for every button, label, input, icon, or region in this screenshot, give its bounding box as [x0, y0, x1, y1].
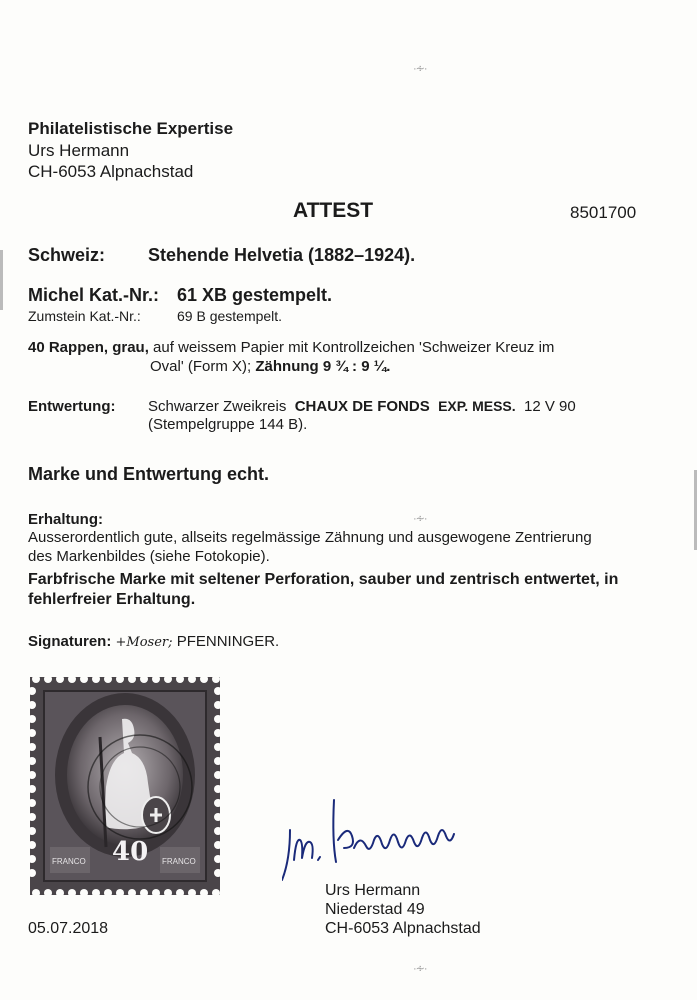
- country-label: Schweiz:: [28, 245, 106, 265]
- signer-city: CH-6053 Alpnachstad: [325, 920, 481, 937]
- condition-bold-1: Farbfrische Marke mit seltener Perforation, sauber und zentrisch entwertet, in: [28, 571, 619, 588]
- signatures-line: [28, 633, 279, 650]
- stamp-photocopy: [30, 677, 220, 895]
- stamp-value: 40: [112, 837, 149, 867]
- cancellation-date: 12 V 90: [523, 398, 576, 415]
- decorative-mark: ·∻·: [413, 63, 427, 75]
- zumstein-value: 69 B gestempelt.: [177, 308, 283, 324]
- michel-value: 61 XB gestempelt.: [177, 285, 333, 305]
- issuer-title: Philatelistische Expertise: [28, 119, 234, 138]
- cancellation-line-1: Schwarzer Zweikreis CHAUX DE FONDS EXP. MESS. 12 V 90: [148, 398, 576, 415]
- attest-number: 8501700: [570, 203, 637, 222]
- description-line-1: 40 Rappen, grau, auf weissem Papier mit Kontrollzeichen 'Schweizer Kreuz im: [28, 339, 555, 356]
- decorative-mark: ·∻·: [413, 963, 427, 975]
- condition-bold-2: fehlerfreier Erhaltung.: [28, 591, 196, 608]
- attest-title: ATTEST: [293, 199, 374, 222]
- stamp-right-text: FRANCO: [162, 857, 196, 866]
- condition-line-2: des Markenbildes (siehe Fotokopie).: [28, 548, 270, 565]
- cancellation-place: CHAUX DE FONDS: [294, 398, 430, 415]
- country-value: Stehende Helvetia (1882–1924).: [148, 245, 416, 265]
- perforation-label: Zähnung: [255, 358, 319, 375]
- decorative-mark: ·∻·: [413, 513, 427, 525]
- issue-date: 05.07.2018: [28, 920, 109, 937]
- signature-moser: +Moser;: [115, 635, 173, 650]
- verdict: Marke und Entwertung echt.: [28, 464, 270, 484]
- cancellation-group: (Stempelgruppe 144 B).: [148, 416, 308, 433]
- signer-street: Niederstad 49: [325, 901, 425, 918]
- cancellation-office: EXP. MESS.: [438, 398, 516, 414]
- perforation-value: 9 ¾ : 9 ¼.: [322, 358, 391, 375]
- scan-edge: [0, 250, 3, 310]
- condition-line-1: Ausserordentlich gute, allseits regelmässige Zähnung und ausgewogene Zentrierung: [28, 529, 592, 546]
- michel-label: Michel Kat.-Nr.:: [28, 285, 160, 305]
- handwritten-signature: [282, 790, 522, 885]
- issuer-address: CH-6053 Alpnachstad: [28, 162, 194, 181]
- cancellation-label: Entwertung:: [28, 398, 116, 415]
- signature-pfenninger: PFENNINGER.: [176, 633, 280, 650]
- signatures-label: Signaturen:: [28, 633, 112, 650]
- stamp-left-text: FRANCO: [52, 857, 86, 866]
- issuer-name: Urs Hermann: [28, 141, 130, 160]
- description-line-2: Oval' (Form X); Zähnung 9 ¾ : 9 ¼.: [150, 358, 391, 375]
- signer-name: Urs Hermann: [325, 882, 421, 899]
- zumstein-label: Zumstein Kat.-Nr.:: [28, 308, 141, 324]
- condition-label: Erhaltung:: [28, 511, 103, 528]
- denomination: 40 Rappen, grau,: [28, 339, 149, 356]
